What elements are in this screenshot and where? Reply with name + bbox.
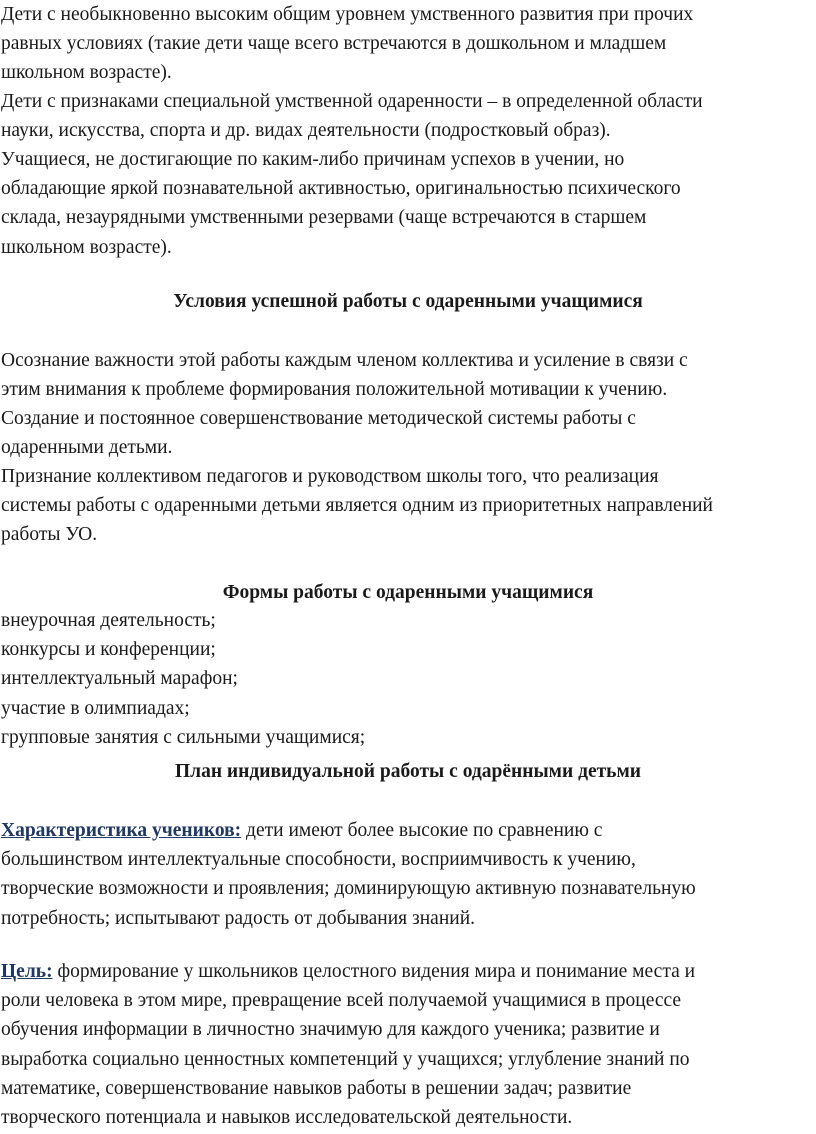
text-line: Создание и постоянное совершенствование методической системы работы с [1, 408, 636, 429]
goal-label: Цель: [1, 961, 53, 982]
characteristic-label: Характеристика учеников: [1, 820, 242, 841]
text-line: математике, совершенствование навыков работы в решении задач; развитие [1, 1077, 632, 1099]
goal-text: формирование у школьников целостного видения мира и понимание места и [52, 961, 696, 982]
text-line: потребность; испытывают радость от добывания знаний. [1, 907, 475, 929]
forms-heading: Формы работы с одаренными учащимися [222, 582, 594, 603]
text-line: творческого потенциала и навыков исследовательской деятельности. [1, 1107, 573, 1129]
list-item: внеурочная деятельность; [1, 610, 216, 631]
intro-paragraph-2 [1, 87, 807, 145]
text-line: Дети с признаками специальной умственной одаренности – в определенной области [1, 91, 703, 112]
text-line: науки, искусства, спорта и др. видах деятельности (подростковый образ). [1, 120, 611, 142]
text-line [1, 957, 807, 986]
text-line: Дети с необыкновенно высоким общим уровнем умственного развития при прочих [1, 4, 694, 25]
text-line: большинством интеллектуальные способности, восприимчивость к учению, [1, 849, 636, 871]
list-item: групповые занятия с сильными учащимися; [1, 726, 366, 748]
text-line [1, 816, 807, 845]
text-line: обучения информации в личностно значимую для каждого ученика; развитие и [1, 1019, 660, 1041]
plan-heading: План индивидуальной работы с одарёнными детьми [174, 761, 642, 782]
intro-paragraph-3 [1, 145, 807, 262]
text-line: системы работы с одаренными детьми является одним из приоритетных направлений [1, 495, 713, 517]
text-line: Учащиеся, не достигающие по каким-либо причинам успехов в учении, но [1, 149, 625, 170]
goal-paragraph [1, 957, 807, 1132]
text-line: обладающие яркой познавательной активностью, оригинальностью психического [1, 178, 681, 200]
conditions-paragraph-2 [1, 404, 807, 462]
text-line: роли человека в этом мире, превращение всей получаемой учащимися в процессе [1, 990, 682, 1012]
characteristic-text: дети имеют более высокие по сравнению с [241, 820, 603, 841]
text-line: творческие возможности и проявления; доминирующую активную познавательную [1, 878, 696, 900]
characteristic-paragraph [1, 816, 807, 933]
list-item: интеллектуальный марафон; [1, 668, 238, 690]
text-line: работы УО. [1, 524, 98, 546]
intro-paragraph-1 [1, 0, 807, 88]
text-line: Осознание важности этой работы каждым членом коллектива и усиление в связи с [1, 350, 688, 371]
forms-list [1, 606, 807, 752]
text-line: этим внимания к проблеме формирования положительной мотивации к учению. [1, 379, 668, 401]
text-line: равных условиях (такие дети чаще всего встречаются в дошкольном и младшем [1, 33, 667, 55]
conditions-heading: Условия успешной работы с одаренными учащимися [173, 291, 643, 312]
text-line: школьном возрасте). [1, 236, 172, 258]
list-item: конкурсы и конференции; [1, 639, 216, 661]
conditions-paragraph-3 [1, 462, 807, 550]
text-line: склада, незаурядными умственными резервами (чаще встречаются в старшем [1, 207, 647, 229]
text-line: Признание коллективом педагогов и руководством школы того, что реализация [1, 466, 659, 487]
conditions-paragraph-1 [1, 346, 807, 404]
text-line: школьном возрасте). [1, 62, 172, 84]
text-line: выработка социально ценностных компетенций у учащихся; углубление знаний по [1, 1048, 690, 1070]
list-item: участие в олимпиадах; [1, 697, 190, 719]
text-line: одаренными детьми. [1, 437, 173, 459]
